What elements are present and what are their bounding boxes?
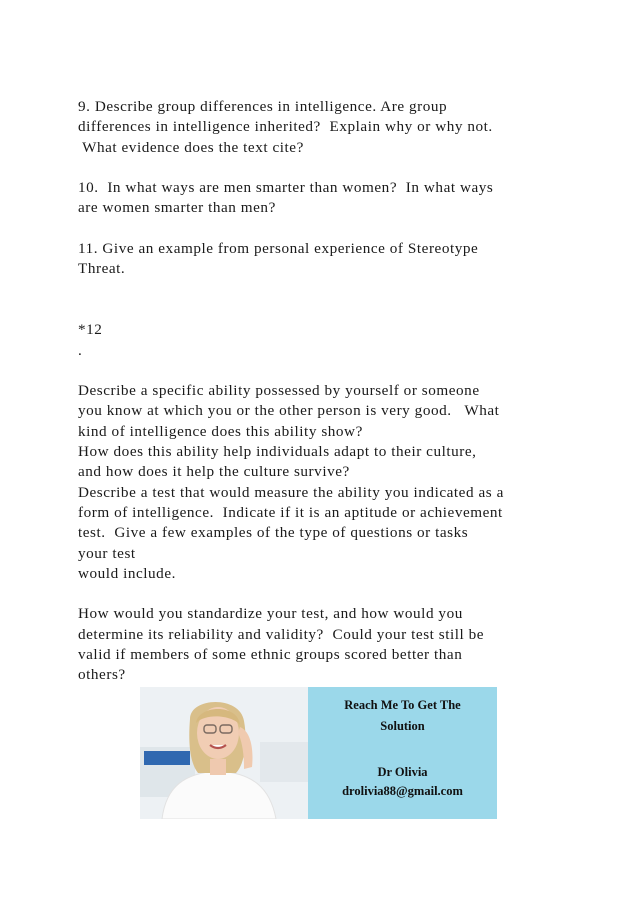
- q12-line: your test: [78, 544, 136, 562]
- q12-line: Describe a test that would measure the ability you indicated as a: [78, 483, 504, 501]
- contact-name: Dr Olivia: [377, 765, 428, 779]
- q12-dot: .: [78, 341, 83, 359]
- q12-line: form of intelligence. Indicate if it is an aptitude or achievement: [78, 503, 503, 521]
- woman-portrait-icon: [140, 687, 308, 819]
- q12-number: *12: [78, 321, 103, 339]
- q12-line: How does this ability help individuals adapt to their culture,: [78, 443, 477, 461]
- q12-line: kind of intelligence does this ability show?: [78, 422, 363, 440]
- woman-photo: [140, 687, 308, 819]
- contact-headline: Reach Me To Get The: [344, 698, 461, 712]
- q12-line: How would you standardize your test, and how would you: [78, 605, 463, 623]
- q12-line: would include.: [78, 564, 176, 582]
- q9-line: 9. Describe group differences in intelligence. Are group: [78, 98, 448, 115]
- q12-line: valid if members of some ethnic groups scored better than: [78, 646, 463, 664]
- contact-headline-2: Solution: [380, 719, 425, 733]
- contact-email: drolivia88@gmail.com: [342, 784, 463, 798]
- q10-line: are women smarter than men?: [78, 199, 276, 217]
- document-text: [78, 97, 578, 686]
- q12-line: you know at which you or the other person is very good. What: [78, 402, 500, 420]
- q9-line: What evidence does the text cite?: [78, 138, 304, 156]
- q12-line: test. Give a few examples of the type of questions or tasks: [78, 524, 469, 542]
- contact-box: [308, 687, 497, 819]
- contact-banner: [140, 687, 497, 819]
- q11-line: Threat.: [78, 260, 126, 278]
- q11-line: 11. Give an example from personal experience of Stereotype: [78, 240, 479, 258]
- q12-line: Describe a specific ability possessed by yourself or someone: [78, 382, 480, 400]
- q9-line: differences in intelligence inherited? Explain why or why not.: [78, 118, 493, 136]
- q10-line: 10. In what ways are men smarter than women? In what ways: [78, 179, 494, 197]
- q12-line: others?: [78, 666, 126, 684]
- q12-line: determine its reliability and validity? Could your test still be: [78, 625, 485, 643]
- q12-line: and how does it help the culture survive?: [78, 463, 350, 481]
